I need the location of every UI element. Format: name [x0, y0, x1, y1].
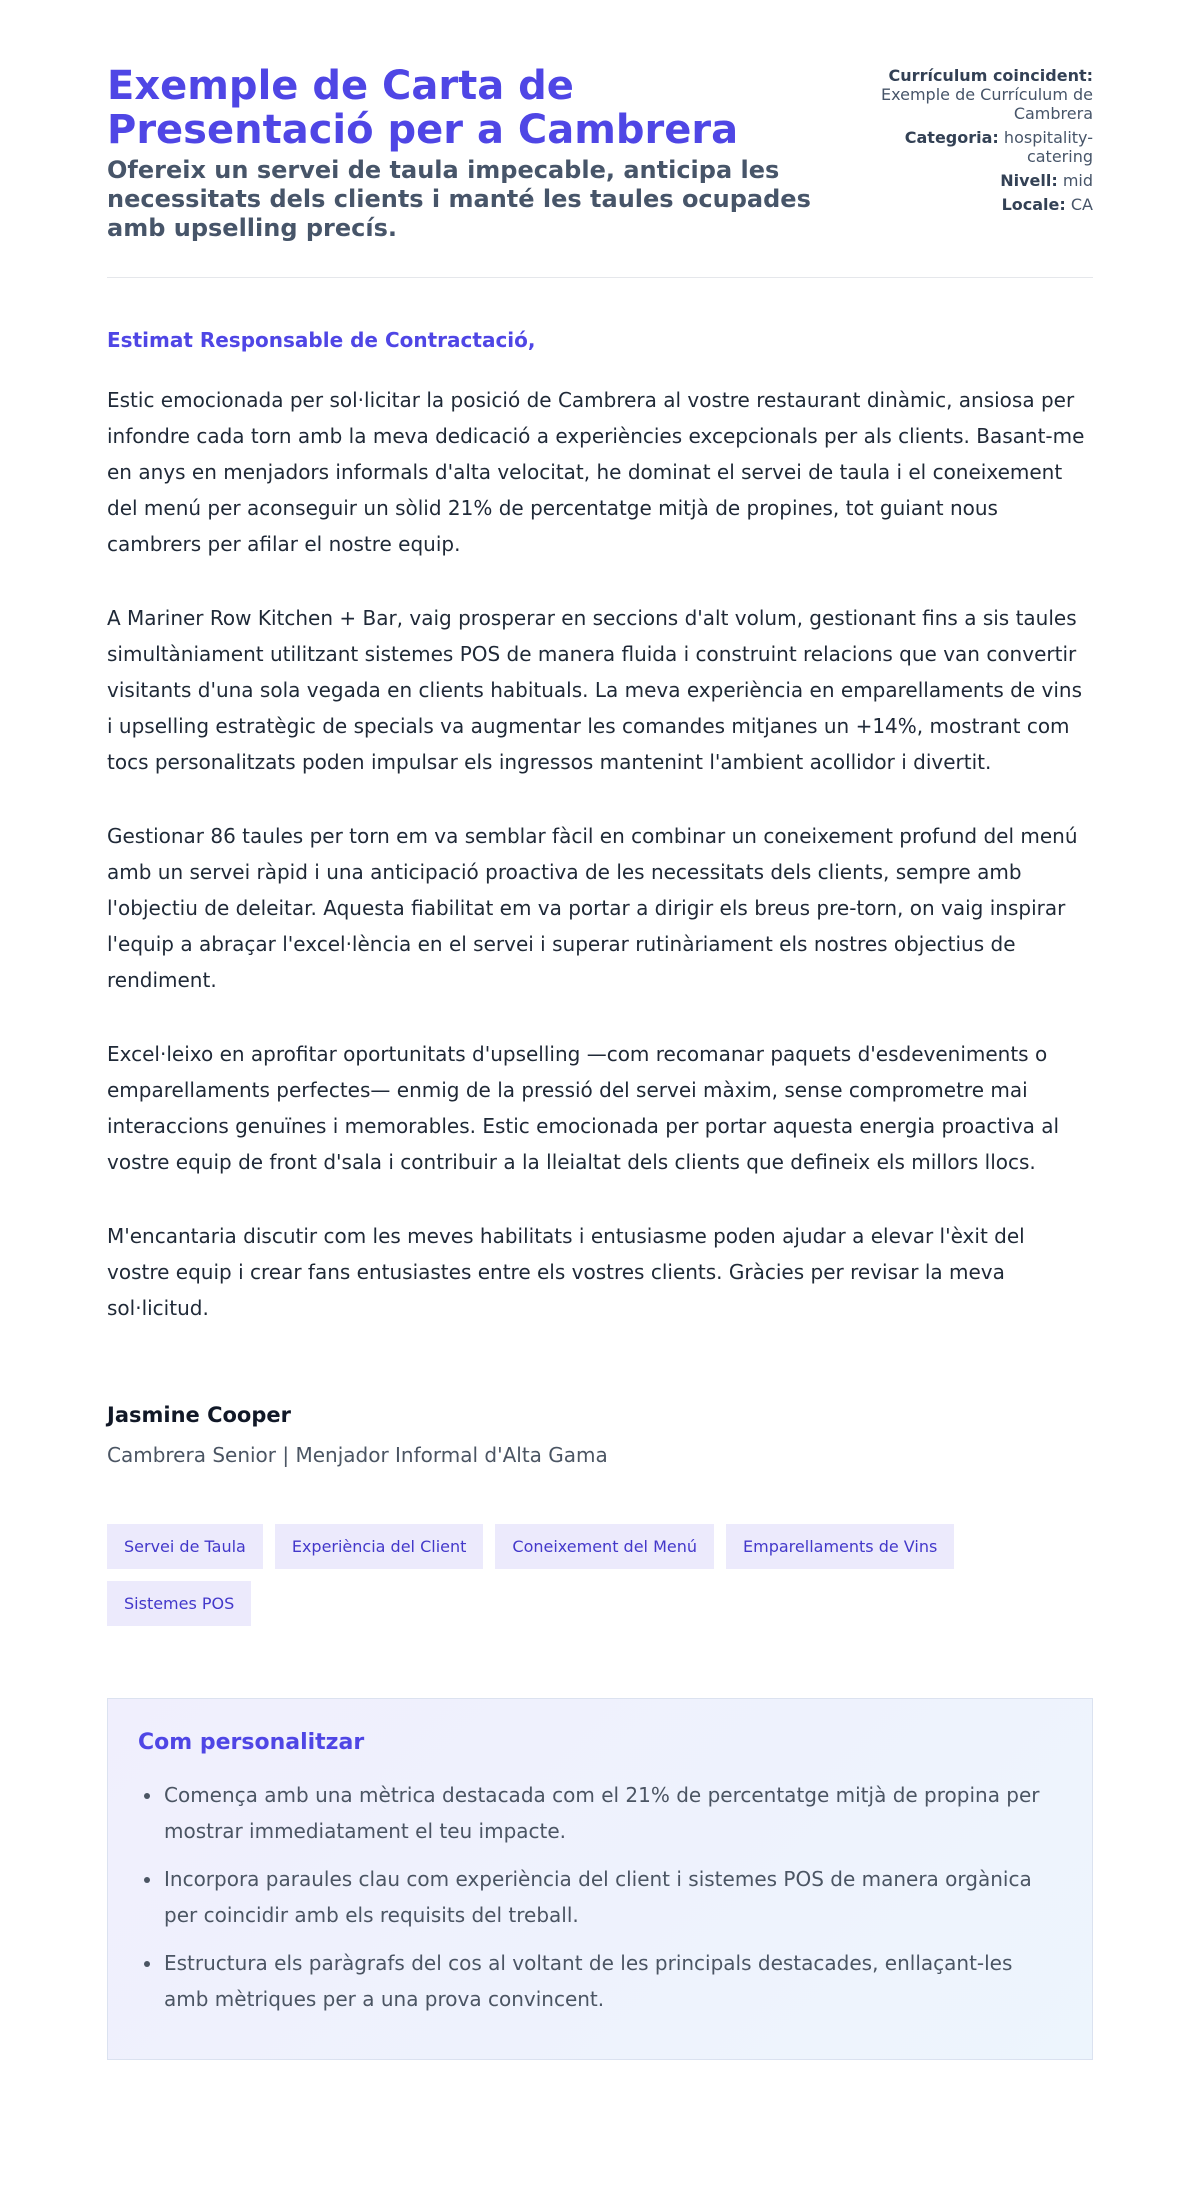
- tips-list: [138, 1777, 1062, 2017]
- meta-category: [863, 128, 1093, 166]
- meta-matching-resume: [863, 66, 1093, 123]
- letter-paragraph: Excel·leixo en aprofitar oportunitats d'upselling —com recomanar paquets d'esdeveniments o emparellaments perfectes— enmig de la pressió del servei màxim, sense comprometre mai interaccions genuïnes i memorables. Estic emocionada per portar aquesta energia proactiva al vostre equip de front d'sala i contribuir a la lleialtat dels clients que defineix els millors llocs.: [107, 1042, 1060, 1174]
- skill-tag: Sistemes POS: [107, 1581, 251, 1626]
- skill-tag: Coneixement del Menú: [495, 1524, 714, 1569]
- signature-block: [107, 1402, 1093, 1468]
- tips-title: Com personalitzar: [138, 1730, 365, 1755]
- meta-level-value: mid: [1062, 171, 1093, 190]
- meta-resume-label: Currículum coincident:: [888, 66, 1093, 85]
- letter-paragraph: Estic emocionada per sol·licitar la posició de Cambrera al vostre restaurant dinàmic, ansiosa per infondre cada torn amb la meva dedicació a experiències excepcionals per als clients. Basant-me en anys en menjadors informals d'alta velocitat, he dominat el servei de taula i el coneixement del menú per aconseguir un sòlid 21% de percentatge mitjà de propines, tot guiant nous cambrers per afilar el nostre equip.: [107, 388, 1085, 556]
- skill-tag: Experiència del Client: [275, 1524, 484, 1569]
- meta-locale-label: Locale:: [1001, 195, 1066, 214]
- meta-category-label: Categoria:: [904, 128, 999, 147]
- meta-resume-value: Exemple de Currículum de Cambrera: [881, 85, 1093, 123]
- customization-tips-box: [107, 1698, 1093, 2060]
- letter-body: [107, 382, 1093, 1326]
- signature-name: Jasmine Cooper: [107, 1403, 291, 1427]
- meta-panel: [863, 66, 1093, 219]
- header-titles: [107, 64, 837, 243]
- page-title: Exemple de Carta de Presentació per a Cambrera: [107, 63, 739, 153]
- meta-locale: [863, 195, 1093, 214]
- letter-paragraph: M'encantaria discutir com les meves habilitats i entusiasme poden ajudar a elevar l'èxit del vostre equip i crear fans entusiastes entre els vostres clients. Gràcies per revisar la meva sol·licitud.: [107, 1224, 1025, 1320]
- meta-level: [863, 171, 1093, 190]
- meta-category-value: hospitality-catering: [1003, 128, 1093, 166]
- meta-locale-value: CA: [1070, 195, 1093, 214]
- meta-level-label: Nivell:: [1000, 171, 1058, 190]
- skill-tag: Emparellaments de Vins: [726, 1524, 954, 1569]
- tips-list-item: Comença amb una mètrica destacada com el 21% de percentatge mitjà de propina per mostrar immediatament el teu impacte.: [164, 1777, 1062, 1849]
- letter-paragraph: Gestionar 86 taules per torn em va semblar fàcil en combinar un coneixement profund del menú amb un servei ràpid i una anticipació proactiva de les necessitats dels clients, sempre amb l'objectiu de deleitar. Aquesta fiabilitat em va portar a dirigir els breus pre-torn, on vaig inspirar l'equip a abraçar l'excel·lència en el servei i superar rutinàriament els nostres objectius de rendiment.: [107, 824, 1078, 992]
- page-header: [107, 64, 1093, 278]
- page-subtitle: Ofereix un servei de taula impecable, anticipa les necessitats dels clients i manté les taules ocupades amb upselling precís.: [107, 156, 811, 242]
- letter-salutation: Estimat Responsable de Contractació,: [107, 328, 536, 352]
- tips-list-item: Estructura els paràgrafs del cos al voltant de les principals destacades, enllaçant-les amb mètriques per a una prova convincent.: [164, 1945, 1062, 2017]
- skill-tags: [107, 1524, 1007, 1626]
- skill-tag: Servei de Taula: [107, 1524, 263, 1569]
- tips-list-item: Incorpora paraules clau com experiència del client i sistemes POS de manera orgànica per coincidir amb els requisits del treball.: [164, 1861, 1062, 1933]
- letter-paragraph: A Mariner Row Kitchen + Bar, vaig prosperar en seccions d'alt volum, gestionant fins a sis taules simultàniament utilitzant sistemes POS de manera fluida i construint relacions que van convertir visitants d'una sola vegada en clients habituals. La meva experiència en emparellaments de vins i upselling estratègic de specials va augmentar les comandes mitjanes un +14%, mostrant com tocs personalitzats poden impulsar els ingressos mantenint l'ambient acollidor i divertit.: [107, 606, 1083, 774]
- signature-title: Cambrera Senior | Menjador Informal d'Alta Gama: [107, 1443, 608, 1467]
